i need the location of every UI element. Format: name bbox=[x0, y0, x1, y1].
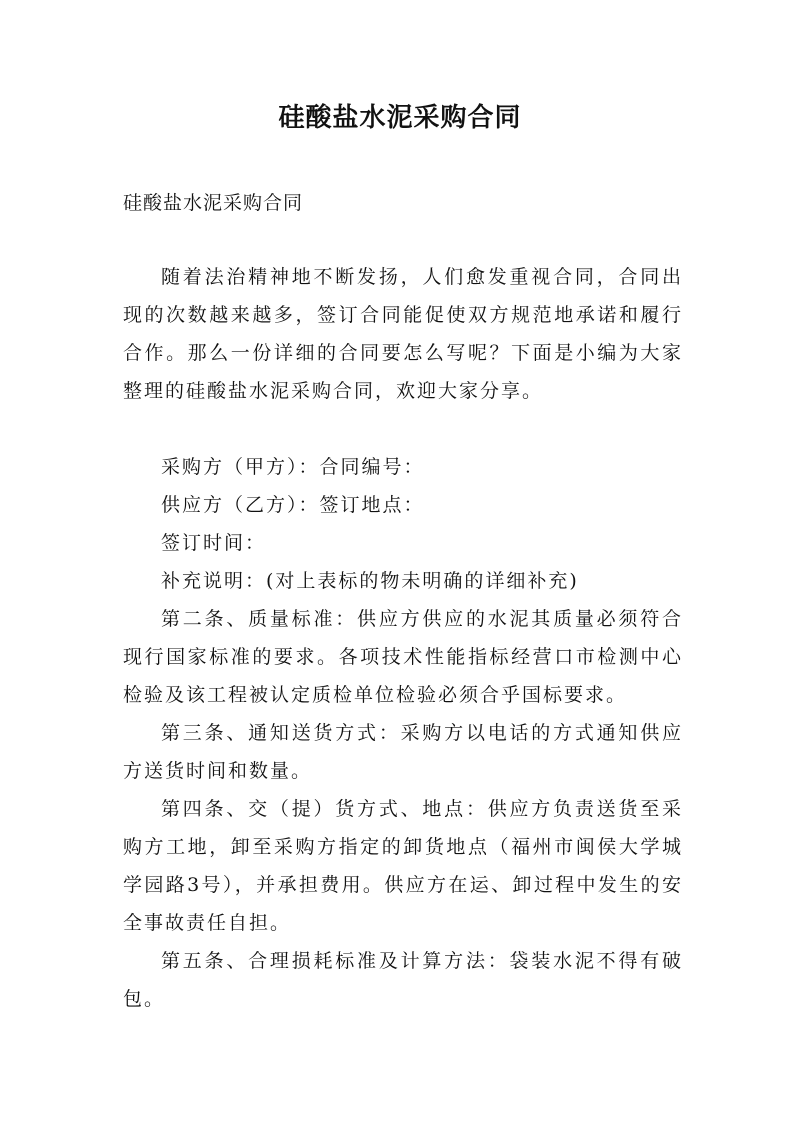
clause-loss-standard: 第五条、合理损耗标准及计算方法：袋装水泥不得有破包。 bbox=[123, 950, 683, 1010]
contract-body bbox=[123, 448, 683, 1018]
sign-time-field: 签订时间： bbox=[161, 532, 267, 554]
buyer-field: 采购方（甲方）：合同编号： bbox=[161, 456, 425, 478]
clause-quality: 第二条、质量标准：供应方供应的水泥其质量必须符合现行国家标准的要求。各项技术性能指标经营口市检测中心检验及该工程被认定质检单位检验必须合乎国标要求。 bbox=[123, 608, 683, 706]
clause-delivery-notice: 第三条、通知送货方式：采购方以电话的方式通知供应方送货时间和数量。 bbox=[123, 722, 683, 782]
supplier-field: 供应方（乙方）：签订地点： bbox=[161, 494, 425, 516]
intro-paragraph: 随着法治精神地不断发扬，人们愈发重视合同，合同出现的次数越来越多，签订合同能促使双方规范地承诺和履行合作。那么一份详细的合同要怎么写呢？下面是小编为大家整理的硅酸盐水泥采购合同，欢迎大家分享。 bbox=[123, 266, 683, 402]
supplement-field: 补充说明：(对上表标的物未明确的详细补充) bbox=[161, 570, 579, 592]
clause-delivery-method: 第四条、交（提）货方式、地点：供应方负责送货至采购方工地，卸至采购方指定的卸货地点（福州市闽侯大学城学园路3号），并承担费用。供应方在运、卸过程中发生的安全事故责任自担。 bbox=[123, 798, 683, 934]
document-subtitle: 硅酸盐水泥采购合同 bbox=[123, 192, 304, 214]
document-title: 硅酸盐水泥采购合同 bbox=[278, 103, 522, 133]
